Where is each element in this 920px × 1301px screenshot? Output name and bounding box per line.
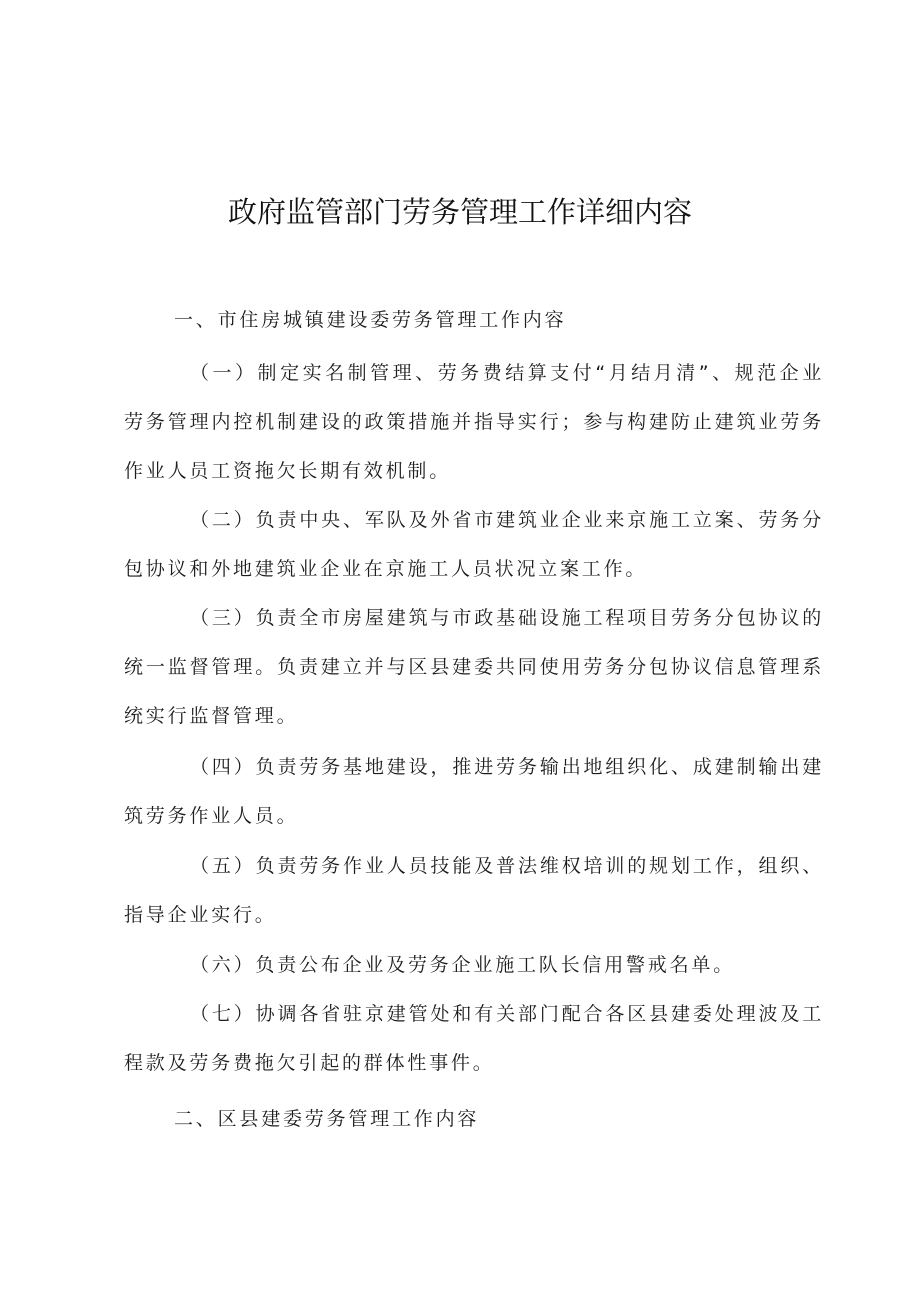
paragraph-3 (124, 594, 824, 741)
paragraph-7 (124, 990, 824, 1088)
paragraph-text: （四）负责劳务基地建设，推进劳务输出地组织化、成建制输出建筑劳务作业人员。 (124, 756, 824, 827)
section-heading-1: 一、市住房城镇建设委劳务管理工作内容 (174, 309, 567, 331)
paragraph-5 (124, 842, 824, 940)
paragraph-text: （五）负责劳务作业人员技能及普法维权培训的规划工作，组织、指导企业实行。 (124, 855, 824, 926)
paragraph-1 (124, 349, 824, 496)
paragraph-text: （六）负责公布企业及劳务企业施工队长信用警戒名单。 (190, 954, 736, 976)
paragraph-text: （一）制定实名制管理、劳务费结算支付“月结月清”、规范企业劳务管理内控机制建设的政策措施并指导实行；参与构建防止建筑业劳务作业人员工资拖欠长期有效机制。 (124, 362, 824, 482)
document-title: 政府监管部门劳务管理工作详细内容 (227, 195, 692, 229)
paragraph-text: （七）协调各省驻京建管处和有关部门配合各区县建委处理波及工程款及劳务费拖欠引起的群体性事件。 (124, 1003, 824, 1074)
paragraph-text: （二）负责中央、军队及外省市建筑业企业来京施工立案、劳务分包协议和外地建筑业企业在京施工人员状况立案工作。 (124, 509, 824, 580)
paragraph-2 (124, 496, 824, 594)
paragraph-6 (124, 941, 824, 990)
paragraph-text: （三）负责全市房屋建筑与市政基础设施工程项目劳务分包协议的统一监督管理。负责建立并与区县建委共同使用劳务分包协议信息管理系统实行监督管理。 (124, 607, 824, 727)
paragraph-4 (124, 743, 824, 841)
section-heading-2: 二、区县建委劳务管理工作内容 (174, 1108, 480, 1130)
